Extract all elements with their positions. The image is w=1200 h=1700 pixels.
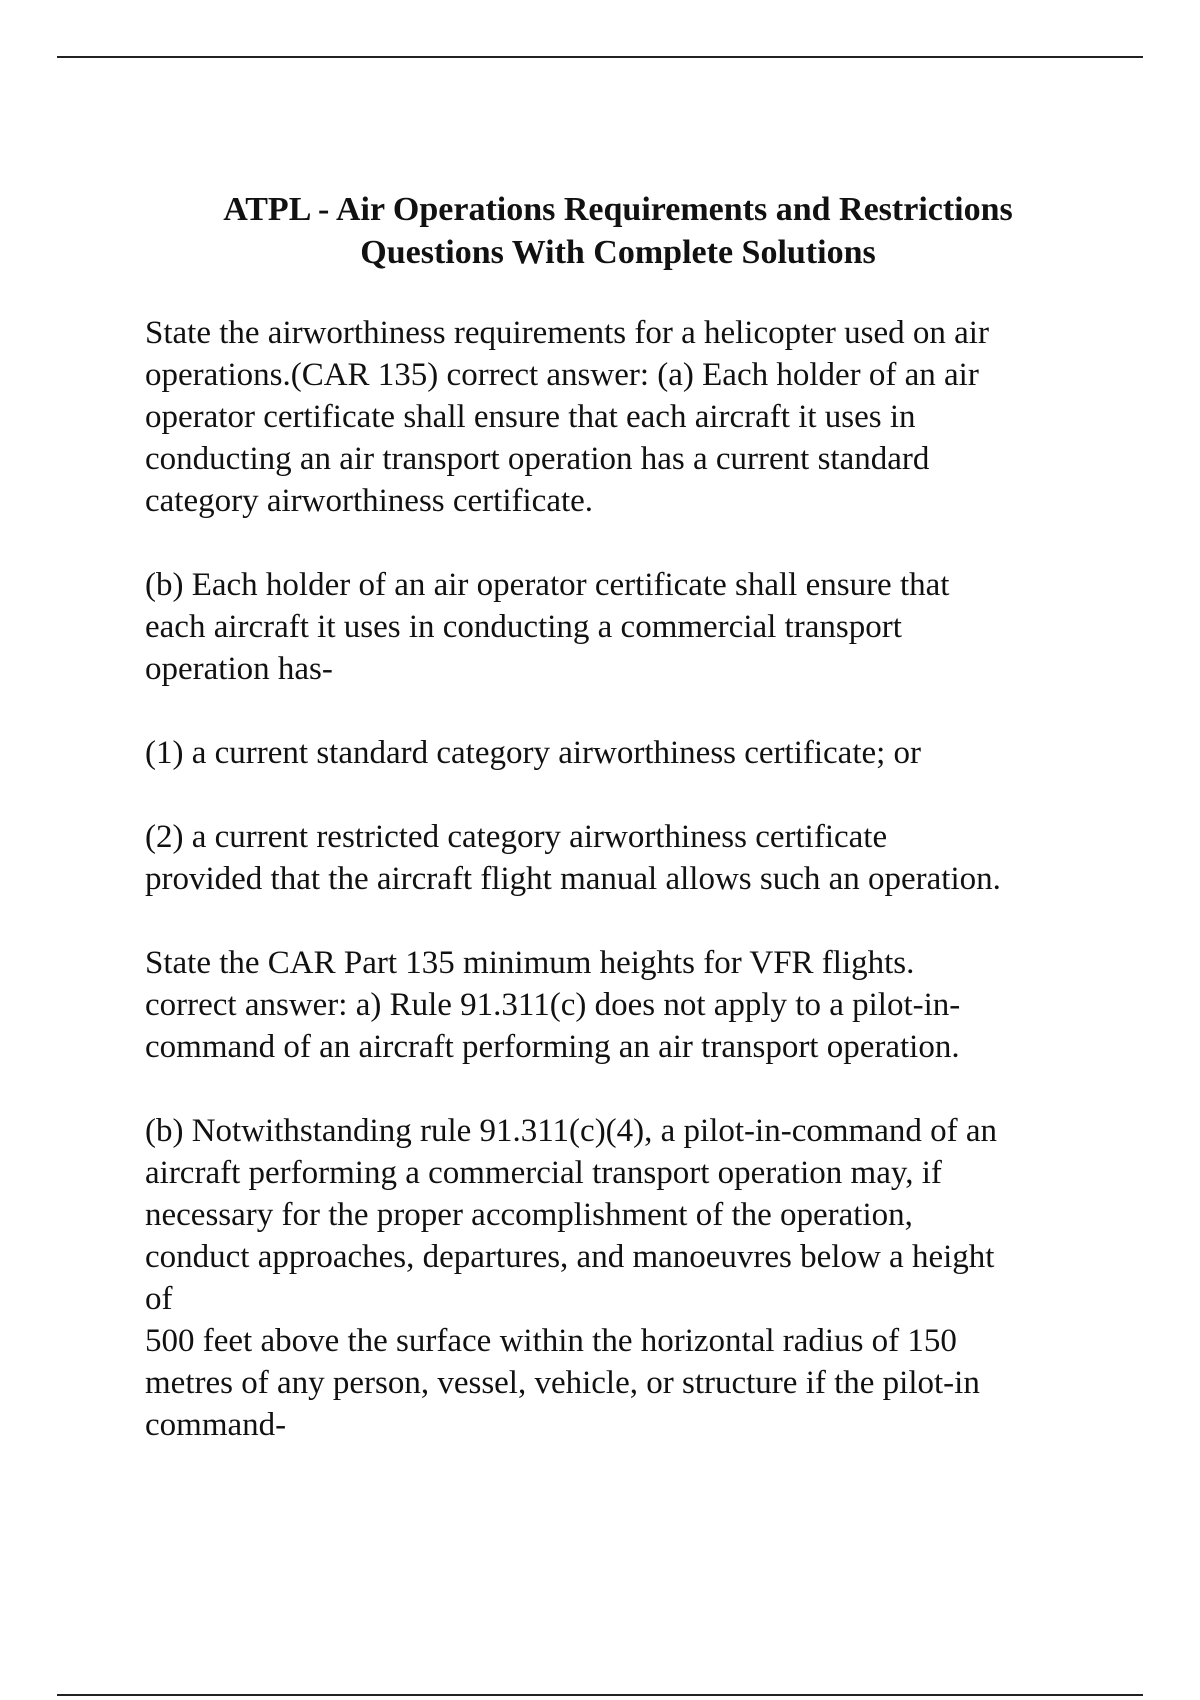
paragraph-6 bbox=[145, 1110, 1125, 1446]
paragraph-3 bbox=[145, 732, 1125, 774]
text-line: provided that the aircraft flight manual allows such an operation. bbox=[145, 861, 1001, 897]
text-line: State the airworthiness requirements for a helicopter used on air bbox=[145, 315, 989, 351]
bottom-divider bbox=[57, 1694, 1143, 1696]
text-line: (1) a current standard category airworthiness certificate; or bbox=[145, 735, 922, 771]
text-line: category airworthiness certificate. bbox=[145, 483, 594, 519]
text-line: (b) Notwithstanding rule 91.311(c)(4), a pilot-in-command of an bbox=[145, 1113, 997, 1149]
paragraph-2 bbox=[145, 564, 1125, 690]
text-line: aircraft performing a commercial transport operation may, if bbox=[145, 1155, 942, 1191]
top-divider bbox=[57, 56, 1143, 58]
paragraph-1 bbox=[145, 312, 1125, 522]
text-line: metres of any person, vessel, vehicle, or structure if the pilot-in bbox=[145, 1365, 980, 1401]
text-line: command of an aircraft performing an air transport operation. bbox=[145, 1029, 960, 1065]
text-line: 500 feet above the surface within the horizontal radius of 150 bbox=[145, 1323, 957, 1359]
text-line: operator certificate shall ensure that each aircraft it uses in bbox=[145, 399, 916, 435]
paragraph-5 bbox=[145, 942, 1125, 1068]
text-line: command- bbox=[145, 1407, 287, 1443]
text-line: (b) Each holder of an air operator certificate shall ensure that bbox=[145, 567, 950, 603]
text-line: necessary for the proper accomplishment of the operation, bbox=[145, 1197, 913, 1233]
text-line: conduct approaches, departures, and manoeuvres below a height bbox=[145, 1239, 995, 1275]
text-line: operations.(CAR 135) correct answer: (a) Each holder of an air bbox=[145, 357, 979, 393]
document-title bbox=[120, 188, 1116, 274]
text-line: (2) a current restricted category airworthiness certificate bbox=[145, 819, 888, 855]
text-line: each aircraft it uses in conducting a commercial transport bbox=[145, 609, 902, 645]
text-line: conducting an air transport operation has a current standard bbox=[145, 441, 930, 477]
paragraph-4 bbox=[145, 816, 1125, 900]
title-line: Questions With Complete Solutions bbox=[360, 234, 876, 271]
text-line: of bbox=[145, 1281, 173, 1317]
title-line: ATPL - Air Operations Requirements and Restrictions bbox=[223, 191, 1013, 228]
text-line: State the CAR Part 135 minimum heights for VFR flights. bbox=[145, 945, 915, 981]
text-line: operation has- bbox=[145, 651, 333, 687]
document-body bbox=[145, 312, 1125, 1488]
text-line: correct answer: a) Rule 91.311(c) does not apply to a pilot-in- bbox=[145, 987, 961, 1023]
